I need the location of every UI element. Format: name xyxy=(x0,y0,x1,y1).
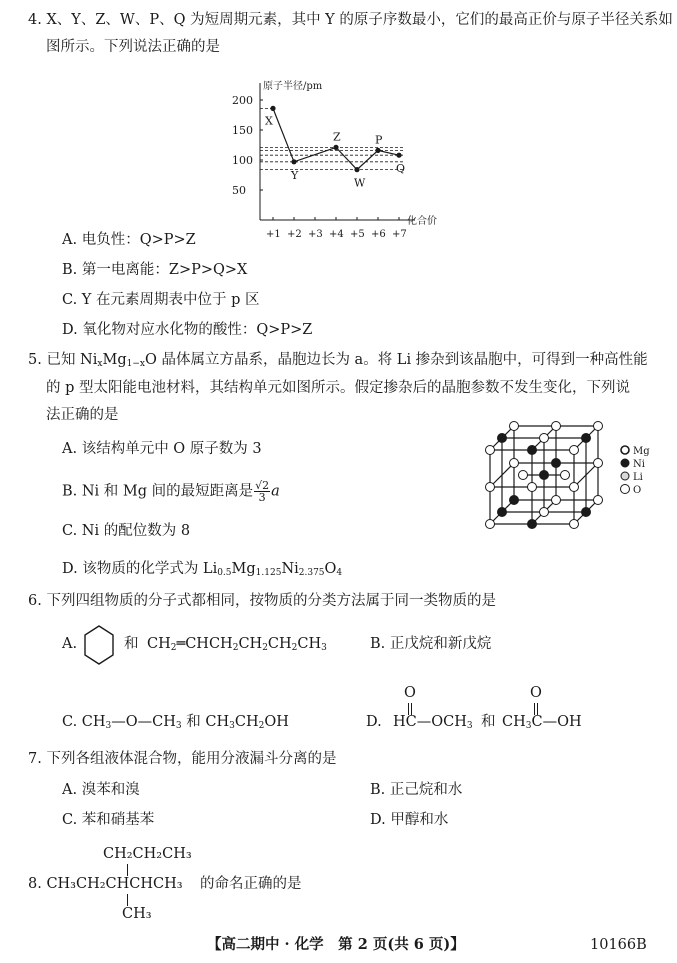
formula-part: ═CHCH xyxy=(176,636,233,652)
q6-option-a-formula xyxy=(147,636,327,654)
q6-option-a-and: 和 xyxy=(124,636,139,652)
formula-part: —O—CH xyxy=(111,714,176,730)
q5-stem-part-b: Mg xyxy=(102,352,127,368)
sub: 2 xyxy=(262,643,268,653)
q4-option-d[interactable]: D. 氧化物对应水化物的酸性：Q>P>Z xyxy=(62,322,313,338)
data-point-label: Z xyxy=(333,130,341,144)
legend-mg-label: Mg xyxy=(633,446,650,457)
q5-option-d[interactable] xyxy=(62,561,342,579)
data-point xyxy=(291,159,296,164)
sub: 3 xyxy=(466,721,473,731)
y-axis-label: 原子半径/pm xyxy=(263,81,323,92)
sub: 2 xyxy=(258,721,265,731)
sub: 3 xyxy=(321,643,327,653)
sub: 0.5 xyxy=(217,568,232,578)
q7-option-a[interactable]: A. 溴苯和溴 xyxy=(62,782,140,798)
q5-option-a[interactable]: A. 该结构单元中 O 原子数为 3 xyxy=(62,441,262,457)
formula-part: C—OH xyxy=(531,714,582,730)
q5-stem-part-c: O 晶体属立方晶系，晶胞边长为 a。将 Li 掺杂到该晶胞中，可得到一种高性能 xyxy=(144,352,648,368)
formula-part: HC—OCH xyxy=(393,714,467,730)
element-mg: Mg xyxy=(231,561,256,577)
formula-part: 和 CH xyxy=(181,714,230,730)
element-o: O xyxy=(324,561,337,577)
formula-part: CH xyxy=(147,636,171,652)
q8-bond-bottom xyxy=(127,894,128,906)
x-axis-label: 化合价 xyxy=(407,216,437,227)
q5-stem-line2: 的 p 型太阳能电池材料，其结构单元如图所示。假定掺杂后的晶胞参数不发生变化，下列说 xyxy=(46,380,630,396)
formula-part: CH xyxy=(267,636,292,652)
q5-sub-1mx: 1−x xyxy=(126,359,145,369)
q4-option-b[interactable]: B. 第一电离能：Z>P>Q>X xyxy=(62,262,248,278)
x-tick-label: +1 xyxy=(266,229,281,240)
sub: 4 xyxy=(336,568,343,578)
q4-stem-line2: 图所示。下列说法正确的是 xyxy=(46,39,220,55)
formula-part: CH xyxy=(297,636,322,652)
q6-d-formula-2 xyxy=(502,714,582,732)
q6-d-and: 和 xyxy=(481,714,496,730)
sub: 3 xyxy=(525,721,532,731)
fraction-numerator: √2 xyxy=(255,479,270,492)
x-tick-label: +2 xyxy=(287,229,302,240)
q5-option-b[interactable] xyxy=(62,480,280,503)
legend-mg-marker xyxy=(621,446,629,454)
page-code: 10166B xyxy=(590,937,647,953)
formula-part: OH xyxy=(264,714,289,730)
q5-sub-x: x xyxy=(97,359,103,369)
q6-option-a-label[interactable]: A. xyxy=(62,636,78,652)
legend-li-label: Li xyxy=(633,472,643,483)
legend-o-marker xyxy=(621,485,630,494)
q5-stem-line3: 法正确的是 xyxy=(46,407,119,423)
q7-option-c[interactable]: C. 苯和硝基苯 xyxy=(62,812,155,828)
q8-branch-bottom: CH₃ xyxy=(122,906,152,922)
x-tick-label: +5 xyxy=(350,229,365,240)
data-point-label: W xyxy=(354,176,366,190)
q6-d-carbonyl-o-1: O xyxy=(404,685,416,701)
q5-option-b-text: B. Ni 和 Mg 间的最短距离是 xyxy=(62,483,254,500)
x-tick-label: +4 xyxy=(329,229,344,240)
q5-stem-line1 xyxy=(28,352,648,370)
formula-part: CH xyxy=(238,636,263,652)
q5-option-c[interactable]: C. Ni 的配位数为 8 xyxy=(62,523,191,539)
y-tick-label: 100 xyxy=(232,154,253,167)
legend xyxy=(621,446,651,496)
formula-part: CH xyxy=(234,714,259,730)
sub: 2.375 xyxy=(298,568,325,578)
q5-option-b-fraction xyxy=(254,480,270,503)
legend-ni-label: Ni xyxy=(633,459,645,470)
legend-li-marker xyxy=(621,472,629,480)
q8-tail: 的命名正确的是 xyxy=(200,876,302,892)
q4-radius-valence-chart xyxy=(225,75,455,240)
sub: 3 xyxy=(175,721,182,731)
x-tick-label: +7 xyxy=(392,229,407,240)
y-tick-label: 50 xyxy=(232,184,246,197)
sub: 3 xyxy=(229,721,235,731)
sub: 2 xyxy=(170,643,177,653)
y-tick-label: 200 xyxy=(232,94,253,107)
q7-option-b[interactable]: B. 正己烷和水 xyxy=(370,782,463,798)
sub: 2 xyxy=(232,643,239,653)
q6-option-c[interactable] xyxy=(62,714,289,732)
sub: 1.125 xyxy=(255,568,282,578)
formula-part: C. CH xyxy=(62,714,106,730)
data-point xyxy=(333,145,338,150)
q5-option-b-a: a xyxy=(271,483,280,500)
q5-stem-part-a: 5. 已知 Ni xyxy=(28,352,98,368)
formula-part: CH xyxy=(502,714,526,730)
sub: 2 xyxy=(291,643,298,653)
legend-o-label: O xyxy=(633,485,642,496)
q8-bond-top xyxy=(127,864,128,876)
q8-branch-top: CH₂CH₂CH₃ xyxy=(103,846,192,862)
sub: 3 xyxy=(105,721,112,731)
data-point xyxy=(396,153,401,158)
q6-option-d-label[interactable]: D. xyxy=(366,714,382,730)
data-point-label: X xyxy=(265,114,273,128)
q6-d-formula-1 xyxy=(393,714,473,732)
fraction-denominator: 3 xyxy=(258,491,266,504)
q7-stem: 7. 下列各组液体混合物，能用分液漏斗分离的是 xyxy=(28,751,337,767)
q6-option-b[interactable]: B. 正戊烷和新戊烷 xyxy=(370,636,492,652)
q6-stem: 6. 下列四组物质的分子式都相同，按物质的分类方法属于同一类物质的是 xyxy=(28,593,496,609)
x-tick-label: +6 xyxy=(371,229,386,240)
q8-main-chain: 8. CH₃CH₂CHCHCH₃ xyxy=(28,876,183,892)
atoms xyxy=(486,422,603,529)
q6-d-carbonyl-o-2: O xyxy=(530,685,542,701)
page-footer: 【高二期中 · 化学 第 2 页(共 6 页)】 xyxy=(207,936,465,953)
q7-option-d[interactable]: D. 甲醇和水 xyxy=(370,812,449,828)
cyclohexane-ring-icon xyxy=(82,624,116,666)
q5-option-d-text: D. 该物质的化学式为 Li xyxy=(62,561,218,577)
legend-ni-marker xyxy=(621,459,629,467)
data-point xyxy=(354,167,359,172)
q4-stem-line1: 4. X、Y、Z、W、P、Q 为短周期元素，其中 Y 的原子序数最小，它们的最高正价与原子半径关系如 xyxy=(28,12,673,28)
q4-option-c[interactable]: C. Y 在元素周期表中位于 p 区 xyxy=(62,292,260,308)
x-tick-label: +3 xyxy=(308,229,323,240)
element-ni: Ni xyxy=(281,561,299,577)
data-point-label: Y xyxy=(291,168,299,182)
q5-crystal-structure-diagram xyxy=(478,412,668,540)
q4-option-a[interactable]: A. 电负性：Q>P>Z xyxy=(62,232,196,248)
data-point xyxy=(375,148,380,153)
data-point-label: Q xyxy=(396,162,406,176)
data-point-label: P xyxy=(375,133,383,147)
y-tick-label: 150 xyxy=(232,124,253,137)
